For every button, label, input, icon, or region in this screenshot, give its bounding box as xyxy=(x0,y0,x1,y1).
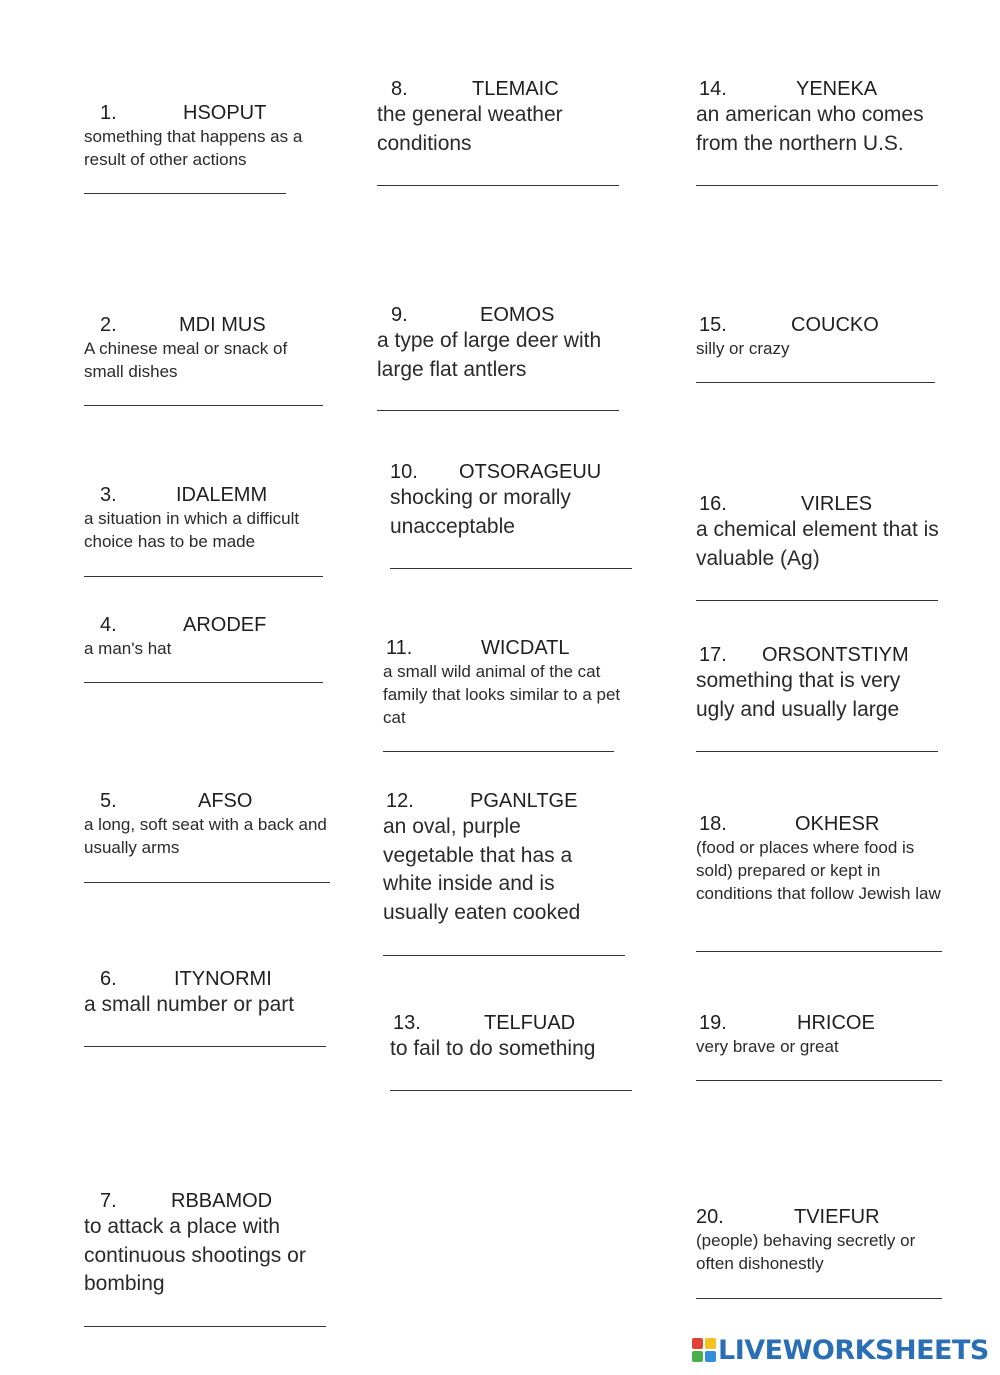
item-clue: very brave or great xyxy=(696,1037,839,1056)
item-clue: a situation in which a difficult choice has to be made xyxy=(84,509,300,551)
scrambled-word: MDI MUS xyxy=(179,314,266,336)
item-clue: to attack a place with continuous shootings or bombing xyxy=(84,1215,306,1295)
item-number: 11. xyxy=(386,637,413,659)
scrambled-word: EOMOS xyxy=(480,304,555,326)
item-heading xyxy=(696,492,951,516)
item-15 xyxy=(696,313,946,360)
scrambled-word: AFSO xyxy=(198,790,253,812)
item-clue: the general weather conditions xyxy=(377,103,563,155)
scrambled-word: OKHESR xyxy=(795,813,880,835)
item-heading xyxy=(390,1011,640,1035)
item-number: 8. xyxy=(391,78,408,100)
scrambled-word: HRICOE xyxy=(797,1012,875,1034)
item-clue: an oval, purple vegetable that has a white inside and is usually eaten cooked xyxy=(383,815,581,924)
item-heading xyxy=(84,313,324,337)
item-4 xyxy=(84,613,324,660)
item-number: 7. xyxy=(100,1190,117,1212)
item-12 xyxy=(383,789,633,927)
item-heading xyxy=(696,313,946,337)
logo-square-yellow xyxy=(705,1338,716,1349)
item-clue: a small number or part xyxy=(84,993,295,1016)
item-2 xyxy=(84,313,324,383)
item-6 xyxy=(84,967,344,1020)
scrambled-word: TLEMAIC xyxy=(472,78,559,100)
item-heading xyxy=(696,77,956,101)
item-clue: a man's hat xyxy=(84,639,172,658)
item-number: 6. xyxy=(100,968,117,990)
item-7 xyxy=(84,1189,334,1299)
item-11 xyxy=(383,636,633,729)
item-heading xyxy=(377,303,637,327)
scrambled-word: HSOPUT xyxy=(183,102,267,124)
answer-input-8[interactable] xyxy=(377,161,619,186)
scrambled-word: OTSORAGEUU xyxy=(459,461,602,483)
item-heading xyxy=(84,101,334,125)
item-1 xyxy=(84,101,334,171)
item-number: 9. xyxy=(391,304,408,326)
scrambled-word: IDALEMM xyxy=(176,484,268,506)
item-clue: something that is very ugly and usually large xyxy=(696,669,901,721)
item-3 xyxy=(84,483,336,553)
scrambled-word: ITYNORMI xyxy=(174,968,272,990)
item-number: 20. xyxy=(696,1206,724,1228)
scrambled-word: YENEKA xyxy=(796,78,878,100)
answer-input-3[interactable] xyxy=(84,552,323,577)
answer-input-6[interactable] xyxy=(84,1022,326,1047)
item-heading xyxy=(696,1205,951,1229)
scrambled-word: TELFUAD xyxy=(484,1012,576,1034)
answer-input-16[interactable] xyxy=(696,576,938,601)
logo-square-red xyxy=(692,1338,703,1349)
answer-input-14[interactable] xyxy=(696,161,938,186)
logo-square-green xyxy=(692,1351,703,1362)
item-8 xyxy=(377,77,637,158)
answer-input-5[interactable] xyxy=(84,858,330,883)
item-number: 4. xyxy=(100,614,117,636)
item-clue: A chinese meal or snack of small dishes xyxy=(84,339,288,381)
item-clue: shocking or morally unacceptable xyxy=(390,486,571,538)
answer-input-1[interactable] xyxy=(84,169,286,194)
answer-input-7[interactable] xyxy=(84,1302,326,1327)
item-heading xyxy=(696,643,946,667)
answer-input-15[interactable] xyxy=(696,358,935,383)
item-20 xyxy=(696,1205,951,1275)
item-number: 10. xyxy=(390,461,418,483)
answer-input-19[interactable] xyxy=(696,1056,942,1081)
answer-input-2[interactable] xyxy=(84,381,323,406)
item-17 xyxy=(696,643,946,724)
item-number: 1. xyxy=(100,102,117,124)
item-9 xyxy=(377,303,637,384)
answer-input-9[interactable] xyxy=(377,386,619,411)
item-heading xyxy=(696,1011,946,1035)
item-heading xyxy=(696,812,951,836)
item-heading xyxy=(84,613,324,637)
logo-text: LIVEWORKSHEETS xyxy=(718,1334,989,1366)
item-clue: (food or places where food is sold) prepared or kept in conditions that follow Jewish law xyxy=(696,838,941,903)
item-number: 13. xyxy=(393,1012,421,1034)
item-number: 2. xyxy=(100,314,117,336)
item-clue: a small wild animal of the cat family that looks similar to a pet cat xyxy=(383,662,621,727)
item-19 xyxy=(696,1011,946,1058)
item-clue: (people) behaving secretly or often dishonestly xyxy=(696,1231,916,1273)
item-number: 19. xyxy=(699,1012,727,1034)
logo-square-blue xyxy=(705,1351,716,1362)
item-heading xyxy=(383,636,633,660)
item-clue: a chemical element that is valuable (Ag) xyxy=(696,518,939,570)
item-number: 16. xyxy=(699,493,727,515)
item-clue: a long, soft seat with a back and usually arms xyxy=(84,815,327,857)
item-number: 12. xyxy=(386,790,414,812)
item-heading xyxy=(84,1189,334,1213)
logo-mark-icon xyxy=(692,1338,716,1362)
answer-input-13[interactable] xyxy=(390,1066,632,1091)
scrambled-word: WICDATL xyxy=(481,637,570,659)
item-18 xyxy=(696,812,951,905)
item-number: 17. xyxy=(699,644,727,666)
answer-input-12[interactable] xyxy=(383,931,625,956)
item-13 xyxy=(390,1011,640,1064)
item-heading xyxy=(84,483,336,507)
answer-input-18[interactable] xyxy=(696,927,942,952)
liveworksheets-logo xyxy=(692,1335,989,1365)
item-heading xyxy=(84,789,329,813)
item-clue: a type of large deer with large flat antlers xyxy=(377,329,602,381)
item-10 xyxy=(390,460,640,541)
item-clue: something that happens as a result of other actions xyxy=(84,127,303,169)
item-number: 5. xyxy=(100,790,117,812)
scrambled-word: RBBAMOD xyxy=(171,1190,273,1212)
answer-input-10[interactable] xyxy=(390,544,632,569)
item-5 xyxy=(84,789,329,859)
scrambled-word: VIRLES xyxy=(801,493,873,515)
scrambled-word: COUCKO xyxy=(791,314,879,336)
item-number: 15. xyxy=(699,314,727,336)
item-heading xyxy=(377,77,637,101)
item-clue: an american who comes from the northern U.S. xyxy=(696,103,924,155)
item-14 xyxy=(696,77,956,158)
scrambled-word: ORSONTSTIYM xyxy=(762,644,909,666)
answer-input-11[interactable] xyxy=(383,727,614,752)
item-number: 18. xyxy=(699,813,727,835)
scrambled-word: TVIEFUR xyxy=(794,1206,880,1228)
item-clue: silly or crazy xyxy=(696,339,790,358)
item-number: 3. xyxy=(100,484,117,506)
item-clue: to fail to do something xyxy=(390,1037,596,1060)
item-heading xyxy=(84,967,344,991)
scrambled-word: PGANLTGE xyxy=(470,790,578,812)
answer-input-20[interactable] xyxy=(696,1274,942,1299)
item-heading xyxy=(383,789,633,813)
answer-input-4[interactable] xyxy=(84,658,323,683)
scrambled-word: ARODEF xyxy=(183,614,267,636)
item-16 xyxy=(696,492,951,573)
item-number: 14. xyxy=(699,78,727,100)
item-heading xyxy=(390,460,640,484)
answer-input-17[interactable] xyxy=(696,727,938,752)
